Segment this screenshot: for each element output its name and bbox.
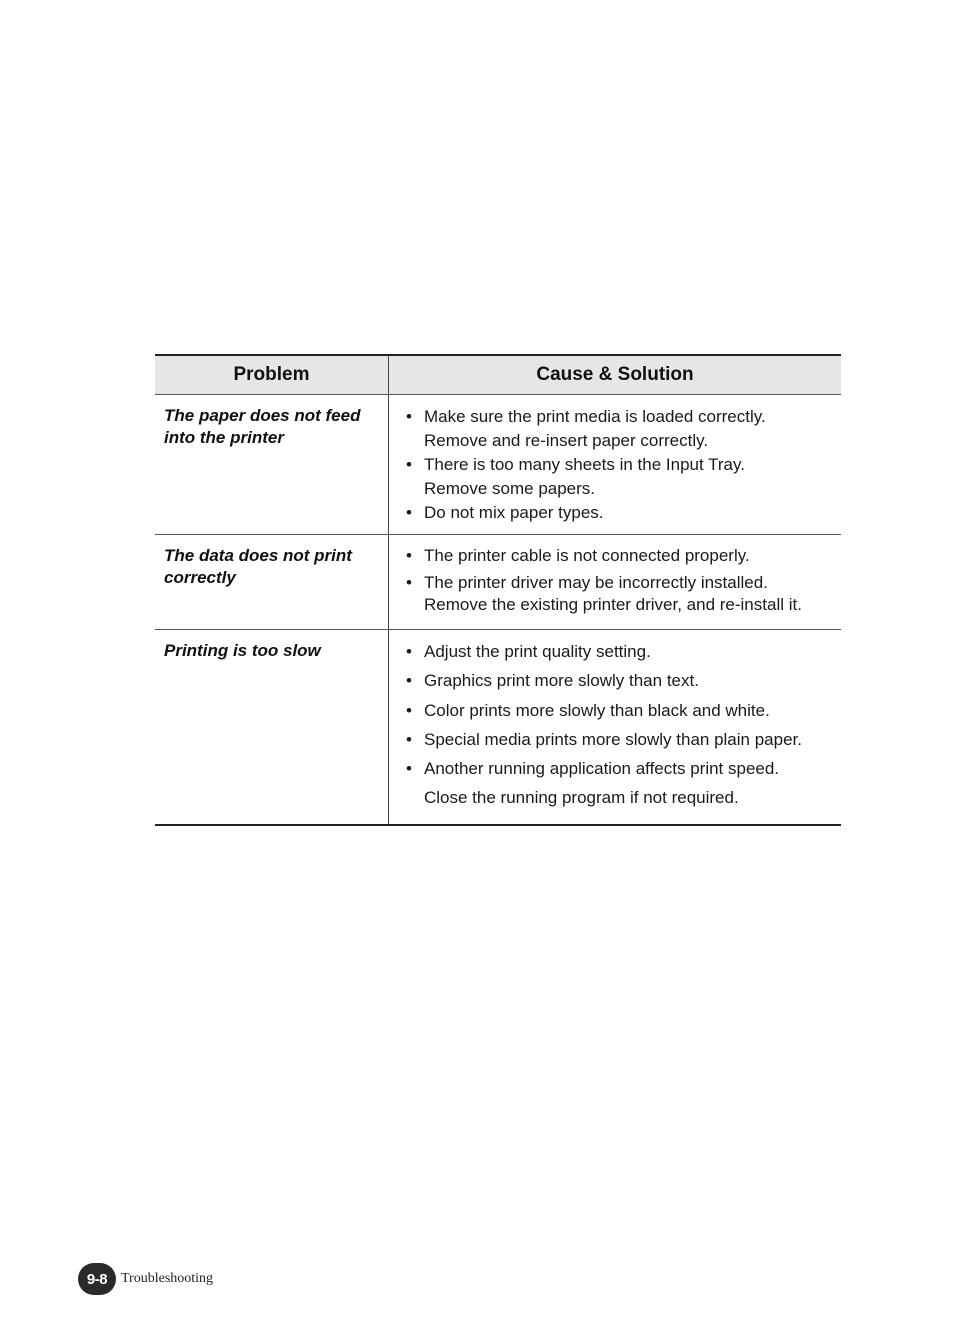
table-row [155,535,841,630]
problem-text: Printing is too slow [164,641,321,660]
cause-cell [389,535,841,629]
problem-text: The data does not print correctly [164,546,352,587]
cause-list [406,640,835,810]
cause-item: • Another running application affects print speed. Close the running program if not required. [406,759,780,808]
cause-item: • Graphics print more slowly than text. [406,671,699,691]
cause-item: • Make sure the print media is loaded correctly. Remove and re-insert paper correctly. [406,407,766,450]
table-row [155,630,841,824]
cause-cell [389,630,841,824]
table-row [155,395,841,535]
cause-item: • The printer driver may be incorrectly installed. Remove the existing printer driver, and re-install it. [406,573,802,614]
header-problem: Problem [155,356,389,394]
table-header-row [155,356,841,395]
problem-cell [155,630,389,824]
problem-cell [155,395,389,534]
cause-item: • Color prints more slowly than black and white. [406,700,770,720]
cause-item: • Do not mix paper types. [406,503,604,522]
cause-item: • Special media prints more slowly than plain paper. [406,729,802,749]
cause-item: • There is too many sheets in the Input Tray. Remove some papers. [406,455,745,498]
page-number-badge: 9-8 [78,1263,116,1295]
cause-list [406,405,835,525]
cause-list [406,545,835,616]
problem-text: The paper does not feed into the printer [164,406,361,447]
header-cause-solution: Cause & Solution [536,364,694,385]
cause-item: • The printer cable is not connected properly. [406,546,750,565]
problem-cell [155,535,389,629]
cause-cell [389,395,841,534]
page-footer [78,1263,213,1295]
section-label: Troubleshooting [121,1271,214,1286]
troubleshooting-table [155,354,841,826]
cause-item: • Adjust the print quality setting. [406,642,651,661]
